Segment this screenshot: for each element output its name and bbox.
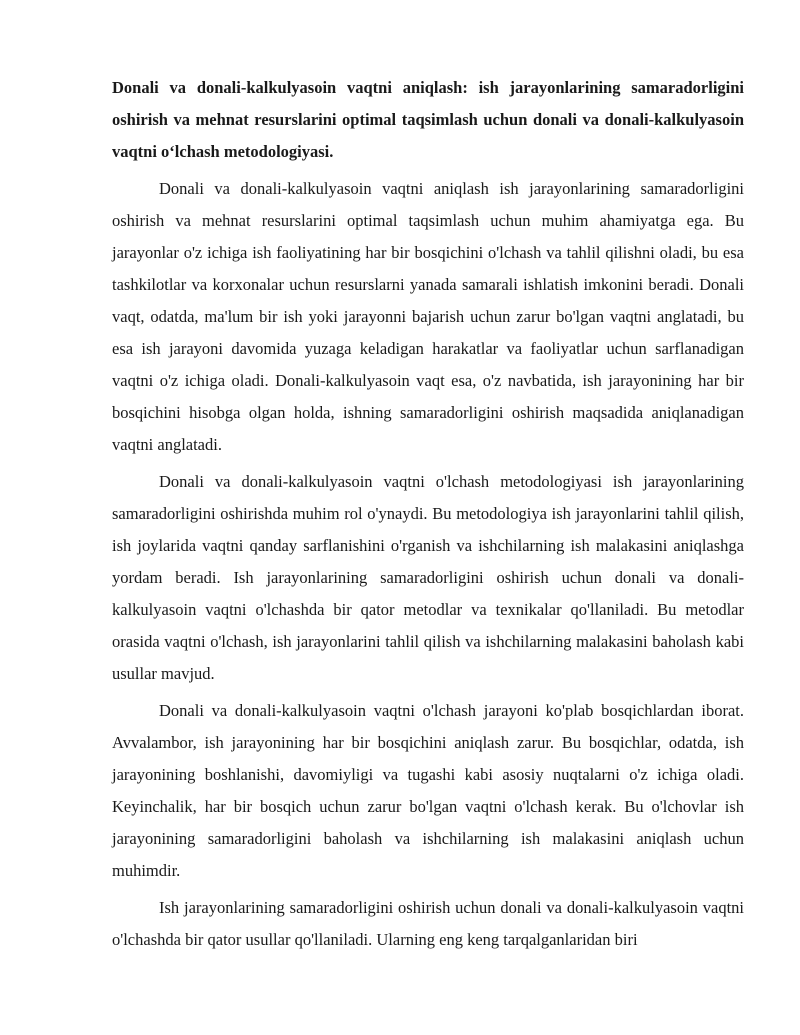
document-page — [112, 72, 744, 961]
paragraph-2: Donali va donali-kalkulyasoin vaqtni o'lchash metodologiyasi ish jarayonlarining samaradorligini oshirishda muhim rol o'ynaydi. Bu metodologiya ish jarayonlarini tahlil qilish, ish joylarida vaqtni qanday sarflanishini o'rganish va ishchilarning ish malakasini aniqlashga yordam beradi. Ish jarayonlarining samaradorligini oshirish uchun donali va donali-kalkulyasoin vaqtni o'lchashda bir qator metodlar va texnikalar qo'llaniladi. Bu metodlar orasida vaqtni o'lchash, ish jarayonlarini tahlil qilish va ishchilarning malakasini baholash kabi usullar mavjud. — [112, 472, 744, 683]
paragraph-4: Ish jarayonlarining samaradorligini oshirish uchun donali va donali-kalkulyasoin vaqtni o'lchashda bir qator usullar qo'llaniladi. Ularning eng keng tarqalganlaridan biri — [112, 898, 744, 949]
paragraph-3: Donali va donali-kalkulyasoin vaqtni o'lchash jarayoni ko'plab bosqichlardan iborat. Avvalambor, ish jarayonining har bir bosqichini aniqlash zarur. Bu bosqichlar, odatda, ish jarayonining boshlanishi, davomiyligi va tugashi kabi asosiy nuqtalarni o'z ichiga oladi. Keyinchalik, har bir bosqich uchun zarur bo'lgan vaqtni o'lchash kerak. Bu o'lchovlar ish jarayonining samaradorligini baholash va ishchilarning ish malakasini aniqlash uchun muhimdir. — [112, 701, 744, 880]
paragraph-1: Donali va donali-kalkulyasoin vaqtni aniqlash ish jarayonlarining samaradorligini oshirish va mehnat resurslarini optimal taqsimlash uchun muhim ahamiyatga ega. Bu jarayonlar o'z ichiga ish faoliyatining har bir bosqichini o'lchash va tahlil qilishni oladi, bu esa tashkilotlar va korxonalar uchun resurslarni yanada samarali ishlatish imkonini beradi. Donali vaqt, odatda, ma'lum bir ish yoki jarayonni bajarish uchun zarur bo'lgan vaqtni anglatadi, bu esa ish jarayoni davomida yuzaga keladigan harakatlar va faoliyatlar uchun sarflanadigan vaqtni o'z ichiga oladi. Donali-kalkulyasoin vaqt esa, o'z navbatida, ish jarayonining har bir bosqichini hisobga olgan holda, ishning samaradorligini oshirish maqsadida aniqlanadigan vaqtni anglatadi. — [112, 179, 744, 454]
document-heading: Donali va donali-kalkulyasoin vaqtni aniqlash: ish jarayonlarining samaradorligini oshirish va mehnat resurslarini optimal taqsimlash uchun donali va donali-kalkulyasoin vaqtni o‘lchash metodologiyasi. — [112, 78, 744, 161]
